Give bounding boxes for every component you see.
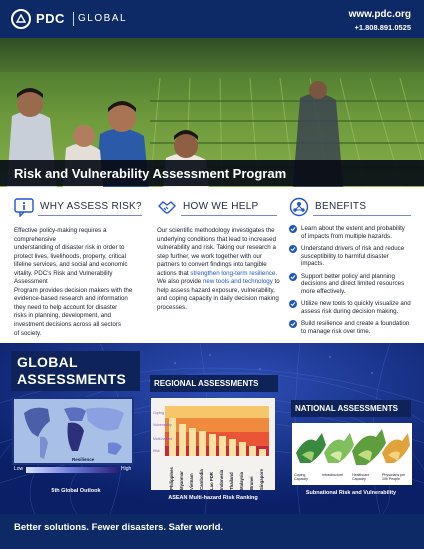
country-label: Thailand	[229, 472, 234, 490]
highlight-text: new tools and technology	[202, 278, 273, 286]
body-line: evidence-based research and information	[14, 295, 128, 303]
heading-rule	[38, 215, 142, 216]
heading-rule	[313, 215, 411, 216]
regional-caption: ASEAN Multi-hazard Risk Ranking	[168, 495, 258, 501]
handshake-icon	[157, 197, 177, 217]
benefit-item	[289, 225, 411, 240]
check-icon	[289, 300, 297, 308]
svg-text:Risk: Risk	[153, 449, 160, 453]
page-header	[0, 0, 424, 38]
benefit-text: Learn about the extent and probability of impacts from multiple hazards.	[301, 225, 405, 240]
svg-text:Coping: Coping	[153, 411, 165, 415]
body-line: of society.	[14, 329, 42, 337]
benefits-list	[289, 225, 411, 340]
body-line: vitality. PDC's Risk and Vulnerability Assessment	[14, 269, 113, 286]
national-caption: Subnational Risk and Vulnerability	[305, 490, 397, 496]
brand-divider	[73, 12, 74, 26]
benefit-text: Support better policy and planning decisions and direct limited resources more effectively.	[301, 272, 405, 296]
highlight-text: strengthen long-term resilience.	[190, 269, 278, 277]
body-line: protect lives, livelihoods, property, critical	[14, 252, 126, 260]
body-line: understanding of disaster risk in order to	[14, 244, 125, 252]
country-label: Singapore	[259, 468, 264, 490]
body-line: investment decisions across all sectors	[14, 321, 121, 329]
body-line: Effective policy-making requires a comprehensive	[14, 227, 107, 243]
country-label: Lao PDR	[209, 472, 214, 490]
country-labels	[167, 456, 271, 490]
why-assess-heading: WHY ASSESS RISK?	[40, 201, 142, 212]
body-text: Our scientific methodology investigates the underlying conditions that lead to increased vulnerability and risk. Taking our research a step further, we work together with our partners to convert findings into tangible actions that	[157, 227, 277, 277]
program-title-bar	[0, 160, 424, 186]
how-we-help-heading: HOW WE HELP	[183, 201, 259, 212]
network-icon	[289, 197, 309, 217]
pdc-logo-icon	[11, 9, 31, 29]
map-legend-label: Physicians per 10k People	[382, 473, 406, 481]
country-label: Brunei	[249, 476, 254, 490]
scale-low-label: Low	[14, 466, 24, 472]
check-icon	[289, 245, 297, 253]
benefit-item	[289, 273, 411, 296]
country-label: Philippines	[169, 467, 174, 490]
national-assessments-label: NATIONAL ASSESSMENTS	[291, 400, 411, 417]
benefit-text: Build resilience and create a foundation to manage risk over time.	[301, 320, 410, 336]
body-text: We also provide	[157, 278, 203, 286]
benefit-item	[289, 320, 411, 335]
benefit-item	[289, 300, 411, 315]
country-label: Vietnam	[189, 473, 194, 490]
map-legend-title: Resilience	[72, 457, 95, 462]
global-title-line2: ASSESSMENTS	[17, 371, 127, 387]
country-label: Myanmar	[179, 471, 184, 490]
check-icon	[289, 273, 297, 281]
why-assess-body	[14, 227, 144, 338]
scale-high-label: High	[121, 466, 132, 472]
benefit-text: Understand drivers of risk and reduce susceptibility to harmful disaster impacts.	[301, 245, 405, 268]
info-icon	[14, 197, 34, 217]
map-legend-label: Coping Capacity	[294, 473, 308, 481]
body-line: they need to help account for disaster	[14, 303, 118, 311]
body-line: lifeline services, and social and economic	[14, 261, 128, 269]
benefits-heading: BENEFITS	[315, 201, 367, 212]
country-label: Indonesia	[219, 469, 224, 490]
regional-assessments-label: REGIONAL ASSESSMENTS	[150, 375, 278, 392]
country-label: Malaysia	[239, 472, 244, 490]
body-line: Program provides decision makers with the	[14, 286, 133, 294]
program-title: Risk and Vulnerability Assessment Program	[14, 166, 287, 181]
page-footer	[0, 514, 424, 549]
map-legend-label: Infrastructure	[322, 473, 344, 477]
map-legend-label: Healthcare Capacity	[352, 473, 370, 481]
asean-risk-chart	[151, 398, 275, 490]
resilience-scale-bar	[26, 467, 118, 473]
brand-subtitle: GLOBAL	[78, 13, 128, 24]
global-resilience-map	[12, 397, 134, 465]
country-label: Cambodia	[199, 469, 204, 490]
assessments-panel	[0, 343, 424, 514]
body-text: to help assess hazard exposure, vulnerability, and coping capacity in daily decision making processes.	[157, 278, 280, 311]
svg-text:Vulnerability: Vulnerability	[153, 423, 172, 427]
benefit-item	[289, 245, 411, 268]
check-icon	[289, 225, 297, 233]
body-line: risks in planning, development, and	[14, 312, 111, 320]
phone-number: +1.808.891.0525	[354, 23, 411, 32]
global-assessments-label	[11, 351, 140, 391]
check-icon	[289, 320, 297, 328]
subnational-maps	[292, 423, 412, 485]
benefit-text: Utilize new tools to quickly visualize and assess risk during decision making.	[301, 300, 411, 316]
brand-name: PDC	[36, 11, 65, 26]
heading-rule	[181, 215, 277, 216]
how-we-help-body	[157, 227, 280, 312]
svg-text:Multi-hazard: Multi-hazard	[153, 437, 173, 441]
global-caption: 5th Global Outlook	[51, 488, 101, 494]
footer-tagline: Better solutions. Fewer disasters. Safer world.	[14, 522, 224, 533]
website-link[interactable]: www.pdc.org	[348, 9, 411, 20]
global-title-line1: GLOBAL	[17, 354, 78, 370]
